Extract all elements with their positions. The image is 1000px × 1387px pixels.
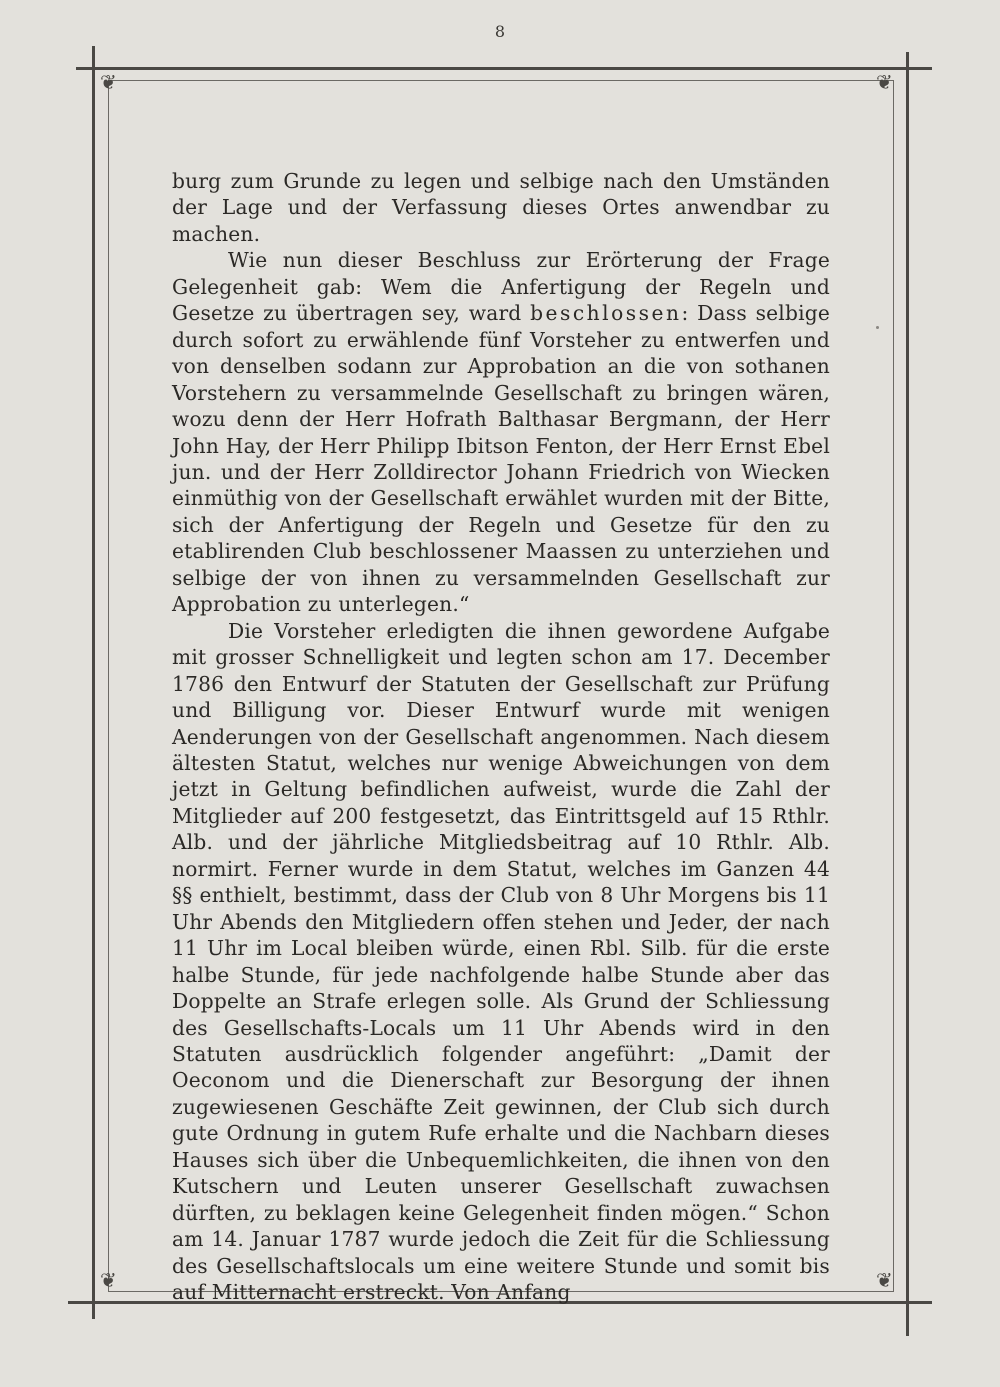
corner-ornament-bottom-right-icon: ❦ [876, 1268, 893, 1292]
corner-ornament-bottom-left-icon: ❦ [100, 1268, 117, 1292]
paper-speck [876, 326, 879, 329]
paragraph-text: burg zum Grunde zu legen und selbige nach den Umständen der Lage und der Verfassung dieses Ortes anwendbar zu machen. [172, 169, 830, 246]
paragraph-text: Wie nun dieser Beschluss zur Erörterung der Frage Gelegenheit gab: Wem die Anfertigung der Regeln und Gesetze zu übertragen sey, ward [172, 248, 830, 326]
paragraph-text: Die Vorsteher erledigten die ihnen gewordene Aufgabe mit grosser Schnelligkeit und legten schon am 17. December 1786 den Entwurf der Statuten der Gesellschaft zur Prüfung und Billigung vor. Dieser Entwurf wurde mit wenigen Aenderungen von der Gesellschaft angenommen. Nach diesem ältesten Statut, welches nur wenige Abweichungen von dem jetzt in Geltung befindlichen aufweist, wurde die Zahl der Mitglieder auf 200 festgesetzt, das Eintrittsgeld auf 15 Rthlr. Alb. und der jährliche Mitgliedsbeitrag auf 10 Rthlr. Alb. normirt. Ferner wurde in dem Statut, welches im Ganzen 44 §§ enthielt, bestimmt, dass der Club von 8 Uhr Morgens bis 11 Uhr Abends den Mitgliedern offen stehen und Jeder, der nach 11 Uhr im Local bleiben würde, einen Rbl. Silb. für die erste halbe Stunde, für jede nachfolgende halbe Stunde aber das Doppelte an Strafe erlegen solle. Als Grund der Schliessung des Gesellschafts-Locals um 11 Uhr Abends wird in den Statuten ausdrücklich folgender angeführt: „Damit der Oeconom und die Dienerschaft zur Besorgung der ihnen zugewiesenen Geschäfte Zeit gewinnen, der Club sich durch gute Ordnung in gutem Rufe erhalte und die Nachbarn dieses Hauses sich über die Unbequemlichkeiten, die ihnen von den Kutschern und Leuten unserer Gesellschaft zuwachsen dürften, zu beklagen keine Gelegenheit finden mögen.“ Schon am 14. Januar 1787 wurde jedoch die Zeit für die Schliessung des Gesellschaftslocals um eine weitere Stunde und somit bis auf Mitternacht erstreckt. Von Anfang [172, 618, 830, 1305]
paragraph [172, 247, 830, 617]
corner-ornament-top-left-icon: ❦ [100, 70, 117, 94]
paragraph [172, 618, 830, 1306]
paragraph-text: : Dass selbige durch sofort zu erwählende fünf Vorsteher zu entwerfen und von denselben sodann zur Approbation an die von sothanen Vorstehern zu versammelnde Gesellschaft zu bringen wären, wozu denn der Herr Hofrath Balthasar Bergmann, der Herr John Hay, der Herr Philipp Ibitson Fenton, der Herr Ernst Ebel jun. und der Herr Zolldirector Johann Friedrich von Wiecken einmüthig von der Gesellschaft erwählet wurden mit der Bitte, sich der Anfertigung der Regeln und Gesetze für den zu etablirenden Club beschlossener Maassen zu unterziehen und selbige der von ihnen zu versammelnden Gesellschaft zur Approbation zu unterlegen.“ [172, 301, 830, 617]
body-text [172, 168, 830, 1305]
corner-ornament-top-right-icon: ❦ [876, 70, 893, 94]
frame-top-rule [76, 67, 932, 70]
frame-right-rule [906, 52, 909, 1336]
page-number: 8 [494, 22, 506, 41]
paragraph-text: beschlossen [530, 301, 682, 326]
paragraph [172, 168, 830, 247]
frame-left-rule [92, 46, 95, 1319]
